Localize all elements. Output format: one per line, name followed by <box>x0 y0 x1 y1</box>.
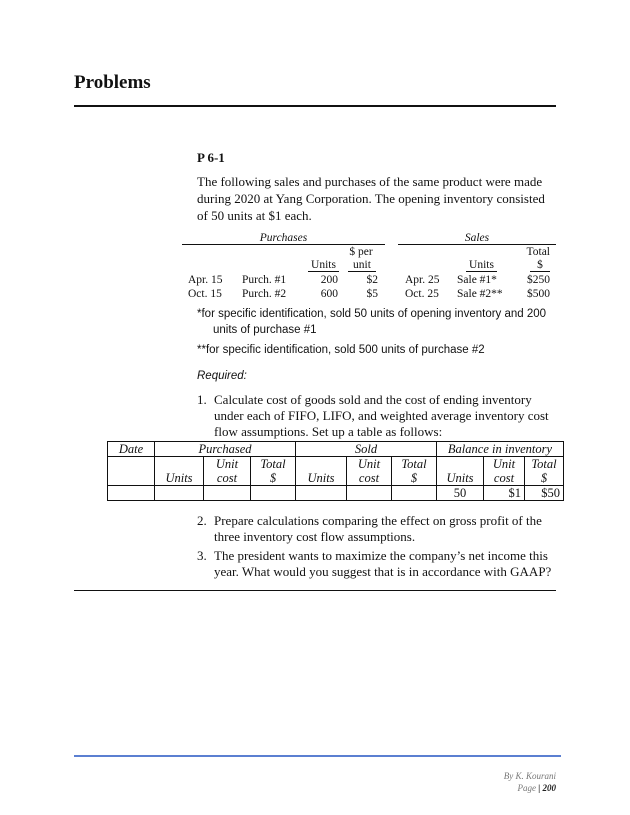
footnote-1-line-1: *for specific identification, sold 50 units of opening inventory and 200 <box>197 308 547 320</box>
purch-label: Purch. #1 <box>242 274 287 286</box>
cell <box>347 486 392 501</box>
purchased-header: Purchased <box>155 442 296 457</box>
footnote-1 <box>197 306 555 338</box>
purch-price: $2 <box>366 274 378 286</box>
sold-units-header: Units <box>296 457 347 486</box>
item-line: year. What would you suggest that is in accordance with GAAP? <box>214 564 552 579</box>
balance-cost-cell: $1 <box>484 486 525 501</box>
sold-unit-header: Unit <box>347 457 392 472</box>
page-label: Page <box>517 783 537 793</box>
page-heading: Problems <box>74 72 151 93</box>
item-number: 1. <box>197 392 207 407</box>
item-line: under each of FIFO, LIFO, and weighted average inventory cost <box>214 408 549 423</box>
sale-units-col-header: Units <box>466 259 497 272</box>
sold-header: Sold <box>296 442 437 457</box>
purch-total-header: Total <box>251 457 296 472</box>
sale-total: $250 <box>527 274 550 286</box>
bal-unit-header: Unit <box>484 457 525 472</box>
sold-total-header: Total <box>392 457 437 472</box>
purch-cost-header: cost <box>204 471 251 486</box>
footer-author: By K. Kourani <box>503 771 556 781</box>
page-separator: | <box>538 783 541 793</box>
cell <box>251 486 296 501</box>
transactions-table <box>0 0 630 300</box>
template-table <box>107 441 564 501</box>
item-line: three inventory cost flow assumptions. <box>214 529 416 544</box>
item-number: 2. <box>197 513 207 528</box>
page-number: 200 <box>542 783 556 793</box>
sale-total: $500 <box>527 288 550 300</box>
problem-intro: The following sales and purchases of the same product were made during 2020 at Yang Corporation. The opening inventory consisted of 50 units at $1 each. <box>197 174 545 223</box>
required-item-2 <box>197 513 557 545</box>
purch-date: Apr. 15 <box>188 274 223 286</box>
sale-label: Sale #1* <box>457 274 497 286</box>
bal-dollar-header: $ <box>525 471 564 486</box>
purch-unit-header: Unit <box>204 457 251 472</box>
bal-units-header: Units <box>437 457 484 486</box>
balance-header: Balance in inventory <box>437 442 564 457</box>
sale-label: Sale #2** <box>457 288 503 300</box>
balance-units-cell: 50 <box>437 486 484 501</box>
cell <box>392 486 437 501</box>
item-number: 3. <box>197 548 207 563</box>
cell <box>155 486 204 501</box>
required-item-1 <box>197 392 557 440</box>
required-item-3 <box>197 548 557 580</box>
footnote-2: **for specific identification, sold 500 units of purchase #2 <box>197 344 485 356</box>
total-col-header-l1: Total <box>526 246 550 258</box>
price-col-header-l2: unit <box>348 259 376 272</box>
sale-date: Apr. 25 <box>405 274 440 286</box>
section-end-rule <box>74 590 556 591</box>
required-label: Required: <box>197 370 247 382</box>
sale-date: Oct. 25 <box>405 288 439 300</box>
table-row <box>108 486 564 501</box>
item-line: Prepare calculations comparing the effect on gross profit of the <box>214 513 542 528</box>
purch-units: 600 <box>320 288 338 300</box>
purch-units: 200 <box>320 274 338 286</box>
item-line: flow assumptions. Set up a table as follows: <box>214 424 443 439</box>
footer-rule <box>74 755 561 757</box>
bal-total-header: Total <box>525 457 564 472</box>
problem-id: P 6-1 <box>197 150 225 165</box>
purch-units-col-header: Units <box>308 259 339 272</box>
sold-dollar-header: $ <box>392 471 437 486</box>
purchases-header: Purchases <box>182 232 385 245</box>
purch-label: Purch. #2 <box>242 288 287 300</box>
price-col-header-l1: $ per <box>349 246 373 258</box>
purch-date: Oct. 15 <box>188 288 222 300</box>
date-col-header: Date <box>108 442 155 457</box>
cell <box>296 486 347 501</box>
bal-cost-header: cost <box>484 471 525 486</box>
purch-price: $5 <box>366 288 378 300</box>
item-line: The president wants to maximize the company’s net income this <box>214 548 548 563</box>
footnote-1-line-2: units of purchase #1 <box>213 324 317 336</box>
total-col-header-l2: $ <box>530 259 550 272</box>
purch-dollar-header: $ <box>251 471 296 486</box>
cell <box>108 486 155 501</box>
item-text <box>214 548 551 580</box>
item-line: Calculate cost of goods sold and the cost of ending inventory <box>214 392 532 407</box>
item-text <box>214 513 542 545</box>
date-subheader <box>108 457 155 486</box>
sold-cost-header: cost <box>347 471 392 486</box>
item-text <box>214 392 549 440</box>
purch-units-header: Units <box>155 457 204 486</box>
balance-total-cell: $50 <box>525 486 564 501</box>
cell <box>204 486 251 501</box>
sales-header: Sales <box>398 232 556 245</box>
footer-page <box>518 783 556 793</box>
